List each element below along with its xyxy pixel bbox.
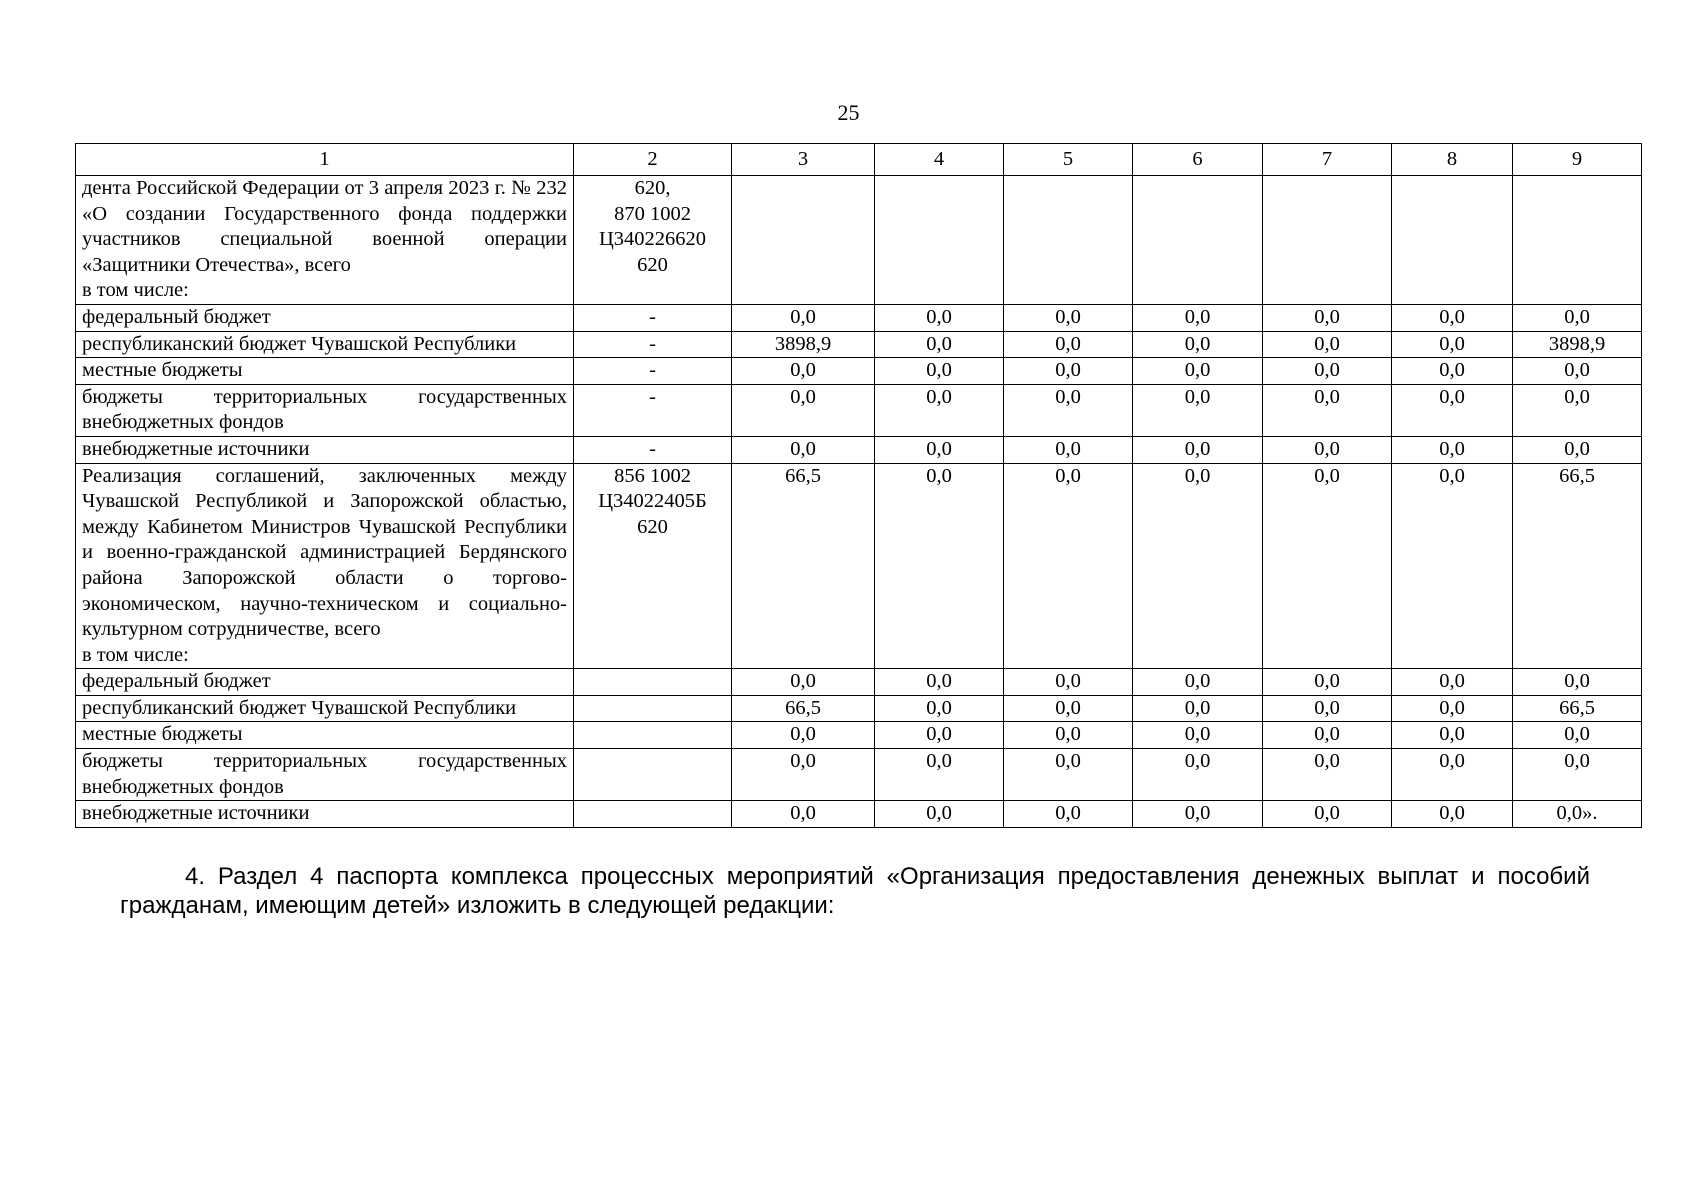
value-cell-col-9: 0,0 bbox=[1513, 436, 1642, 463]
value-cell-col-9: 66,5 bbox=[1513, 463, 1642, 669]
value-cell-col-6: 0,0 bbox=[1133, 722, 1263, 749]
column-number-6: 6 bbox=[1133, 144, 1263, 176]
table-row bbox=[76, 331, 1642, 358]
value-cell-col-5: 0,0 bbox=[1004, 801, 1133, 828]
value-cell-col-9: 0,0 bbox=[1513, 669, 1642, 696]
value-cell-col-4: 0,0 bbox=[875, 358, 1004, 385]
value-cell-col-6: 0,0 bbox=[1133, 695, 1263, 722]
value-cell-col-4: 0,0 bbox=[875, 749, 1004, 801]
value-cell-col-8: 0,0 bbox=[1392, 358, 1513, 385]
value-cell-col-3: 3898,9 bbox=[732, 331, 875, 358]
budget-code: - bbox=[574, 436, 732, 463]
value-cell-col-9: 66,5 bbox=[1513, 695, 1642, 722]
row-description: бюджеты территориальных государственных внебюджетных фондов bbox=[76, 749, 574, 801]
value-cell-col-5: 0,0 bbox=[1004, 695, 1133, 722]
value-cell-col-7: 0,0 bbox=[1263, 358, 1392, 385]
value-cell-col-6: 0,0 bbox=[1133, 669, 1263, 696]
value-cell-col-6: 0,0 bbox=[1133, 463, 1263, 669]
row-description: республиканский бюджет Чувашской Республики bbox=[76, 331, 574, 358]
table-row bbox=[76, 722, 1642, 749]
column-number-4: 4 bbox=[875, 144, 1004, 176]
value-cell-col-8: 0,0 bbox=[1392, 463, 1513, 669]
column-number-2: 2 bbox=[574, 144, 732, 176]
table-row bbox=[76, 176, 1642, 305]
value-cell-col-7: 0,0 bbox=[1263, 436, 1392, 463]
budget-code: - bbox=[574, 304, 732, 331]
value-cell-col-7: 0,0 bbox=[1263, 801, 1392, 828]
value-cell-col-9: 3898,9 bbox=[1513, 331, 1642, 358]
value-cell-col-6: 0,0 bbox=[1133, 331, 1263, 358]
value-cell-col-6: 0,0 bbox=[1133, 384, 1263, 436]
value-cell-col-5: 0,0 bbox=[1004, 749, 1133, 801]
budget-table bbox=[75, 143, 1642, 828]
value-cell-col-7: 0,0 bbox=[1263, 304, 1392, 331]
value-cell-col-5: 0,0 bbox=[1004, 463, 1133, 669]
value-cell-col-7: 0,0 bbox=[1263, 331, 1392, 358]
value-cell-col-9: 0,0 bbox=[1513, 749, 1642, 801]
value-cell-col-5: 0,0 bbox=[1004, 358, 1133, 385]
value-cell-col-9: 0,0 bbox=[1513, 304, 1642, 331]
value-cell-col-8: 0,0 bbox=[1392, 669, 1513, 696]
value-cell-col-7: 0,0 bbox=[1263, 749, 1392, 801]
value-cell-col-8: 0,0 bbox=[1392, 801, 1513, 828]
value-cell-col-7 bbox=[1263, 176, 1392, 305]
value-cell-col-8: 0,0 bbox=[1392, 436, 1513, 463]
value-cell-col-6: 0,0 bbox=[1133, 304, 1263, 331]
value-cell-col-4: 0,0 bbox=[875, 436, 1004, 463]
value-cell-col-6: 0,0 bbox=[1133, 358, 1263, 385]
value-cell-col-5: 0,0 bbox=[1004, 331, 1133, 358]
column-number-8: 8 bbox=[1392, 144, 1513, 176]
value-cell-col-4: 0,0 bbox=[875, 722, 1004, 749]
budget-code bbox=[574, 722, 732, 749]
value-cell-col-5: 0,0 bbox=[1004, 304, 1133, 331]
value-cell-col-5: 0,0 bbox=[1004, 669, 1133, 696]
row-description: дента Российской Федерации от 3 апреля 2023 г. № 232 «О создании Государственного фонда поддержки участников специальной военной операции «Защитники Отечества», всего в том числе: bbox=[76, 176, 574, 305]
value-cell-col-6: 0,0 bbox=[1133, 436, 1263, 463]
table-row bbox=[76, 436, 1642, 463]
value-cell-col-8: 0,0 bbox=[1392, 304, 1513, 331]
budget-code: - bbox=[574, 384, 732, 436]
value-cell-col-4: 0,0 bbox=[875, 695, 1004, 722]
table-header-row bbox=[76, 144, 1642, 176]
value-cell-col-3: 0,0 bbox=[732, 669, 875, 696]
table-row bbox=[76, 669, 1642, 696]
value-cell-col-9 bbox=[1513, 176, 1642, 305]
value-cell-col-4: 0,0 bbox=[875, 463, 1004, 669]
budget-code: - bbox=[574, 358, 732, 385]
table-row bbox=[76, 695, 1642, 722]
value-cell-col-3: 0,0 bbox=[732, 304, 875, 331]
paragraph-section-4: 4. Раздел 4 паспорта комплекса процессных мероприятий «Организация предоставления денежных выплат и пособий гражданам, имеющим детей» изложить в следующей редакции: bbox=[120, 863, 1590, 919]
value-cell-col-8: 0,0 bbox=[1392, 695, 1513, 722]
table-row bbox=[76, 463, 1642, 669]
value-cell-col-6: 0,0 bbox=[1133, 801, 1263, 828]
budget-code: 620, 870 1002 Ц340226620 620 bbox=[574, 176, 732, 305]
value-cell-col-5: 0,0 bbox=[1004, 436, 1133, 463]
budget-code: 856 1002 Ц34022405Б 620 bbox=[574, 463, 732, 669]
page-number: 25 bbox=[837, 100, 860, 125]
row-description: федеральный бюджет bbox=[76, 304, 574, 331]
row-description: республиканский бюджет Чувашской Республики bbox=[76, 695, 574, 722]
row-description: бюджеты территориальных государственных внебюджетных фондов bbox=[76, 384, 574, 436]
column-number-1: 1 bbox=[76, 144, 574, 176]
value-cell-col-8: 0,0 bbox=[1392, 384, 1513, 436]
budget-code bbox=[574, 695, 732, 722]
value-cell-col-5: 0,0 bbox=[1004, 384, 1133, 436]
row-description: федеральный бюджет bbox=[76, 669, 574, 696]
budget-code bbox=[574, 749, 732, 801]
value-cell-col-6 bbox=[1133, 176, 1263, 305]
value-cell-col-7: 0,0 bbox=[1263, 722, 1392, 749]
column-number-7: 7 bbox=[1263, 144, 1392, 176]
value-cell-col-8: 0,0 bbox=[1392, 722, 1513, 749]
value-cell-col-8 bbox=[1392, 176, 1513, 305]
table-row bbox=[76, 749, 1642, 801]
value-cell-col-7: 0,0 bbox=[1263, 695, 1392, 722]
value-cell-col-4: 0,0 bbox=[875, 801, 1004, 828]
value-cell-col-4: 0,0 bbox=[875, 304, 1004, 331]
value-cell-col-3: 0,0 bbox=[732, 722, 875, 749]
value-cell-col-4: 0,0 bbox=[875, 331, 1004, 358]
budget-code bbox=[574, 669, 732, 696]
row-description: Реализация соглашений, заключенных между Чувашской Республикой и Запорожской областью, между Кабинетом Министров Чувашской Республики и военно-гражданской администрацией Бердянского района Запорожской области о торгово-экономическом, научно-техническом и социально-культурном сотрудничестве, всего в том числе: bbox=[76, 463, 574, 669]
value-cell-col-3: 0,0 bbox=[732, 384, 875, 436]
budget-code: - bbox=[574, 331, 732, 358]
row-description: местные бюджеты bbox=[76, 358, 574, 385]
value-cell-col-5 bbox=[1004, 176, 1133, 305]
value-cell-col-3: 0,0 bbox=[732, 358, 875, 385]
value-cell-col-3 bbox=[732, 176, 875, 305]
column-number-5: 5 bbox=[1004, 144, 1133, 176]
budget-code bbox=[574, 801, 732, 828]
value-cell-col-3: 66,5 bbox=[732, 463, 875, 669]
value-cell-col-8: 0,0 bbox=[1392, 749, 1513, 801]
value-cell-col-7: 0,0 bbox=[1263, 669, 1392, 696]
row-description: внебюджетные источники bbox=[76, 801, 574, 828]
row-description: местные бюджеты bbox=[76, 722, 574, 749]
value-cell-col-9: 0,0 bbox=[1513, 358, 1642, 385]
value-cell-col-3: 66,5 bbox=[732, 695, 875, 722]
value-cell-col-3: 0,0 bbox=[732, 801, 875, 828]
table-row bbox=[76, 384, 1642, 436]
value-cell-col-7: 0,0 bbox=[1263, 463, 1392, 669]
column-number-3: 3 bbox=[732, 144, 875, 176]
row-description: внебюджетные источники bbox=[76, 436, 574, 463]
value-cell-col-9: 0,0 bbox=[1513, 722, 1642, 749]
value-cell-col-4: 0,0 bbox=[875, 669, 1004, 696]
value-cell-col-9: 0,0 bbox=[1513, 384, 1642, 436]
value-cell-col-4: 0,0 bbox=[875, 384, 1004, 436]
table-row bbox=[76, 358, 1642, 385]
column-number-9: 9 bbox=[1513, 144, 1642, 176]
table-row bbox=[76, 801, 1642, 828]
value-cell-col-9: 0,0». bbox=[1513, 801, 1642, 828]
value-cell-col-5: 0,0 bbox=[1004, 722, 1133, 749]
value-cell-col-4 bbox=[875, 176, 1004, 305]
value-cell-col-8: 0,0 bbox=[1392, 331, 1513, 358]
value-cell-col-3: 0,0 bbox=[732, 436, 875, 463]
value-cell-col-6: 0,0 bbox=[1133, 749, 1263, 801]
value-cell-col-3: 0,0 bbox=[732, 749, 875, 801]
value-cell-col-7: 0,0 bbox=[1263, 384, 1392, 436]
table-row bbox=[76, 304, 1642, 331]
